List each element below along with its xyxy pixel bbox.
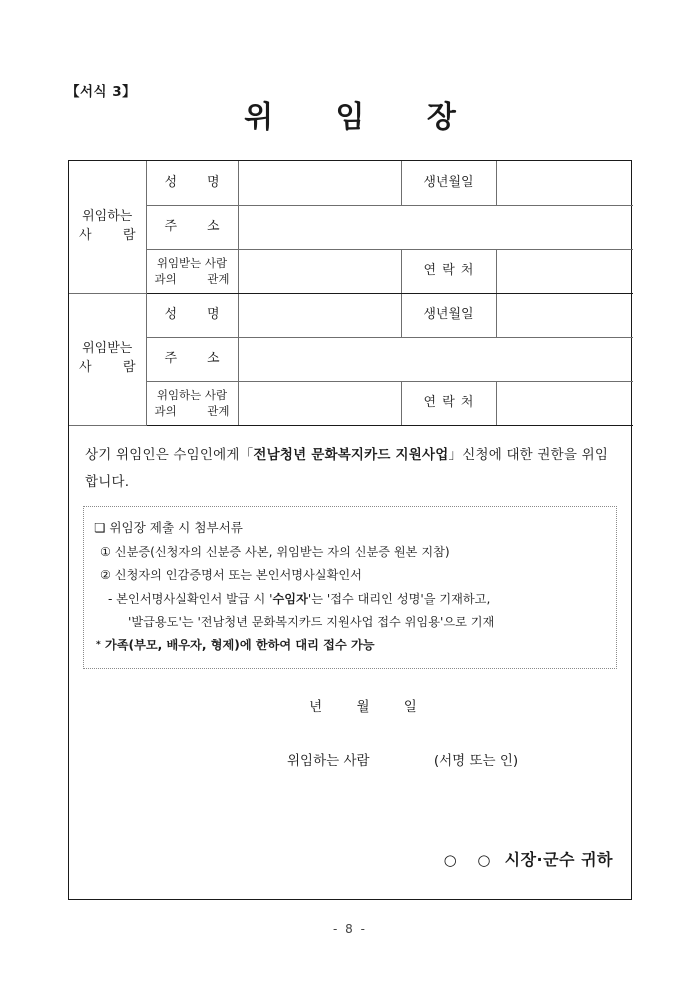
table-row — [69, 205, 633, 249]
attachment-notice-box — [83, 506, 617, 669]
field-delegator-birthdate[interactable] — [496, 161, 633, 205]
blank-circles: ○ ○ — [443, 850, 499, 869]
statement-program-name: 전남청년 문화복지카드 지원사업 — [253, 446, 449, 463]
notice-star-rest: 에 한하여 대리 접수 가능 — [239, 638, 375, 653]
notice-sub1-c: '는 '접수 대리인 성명'을 기재하고, — [307, 591, 491, 606]
table-row — [69, 161, 633, 205]
label-relation-to-delegatee: 위임받는 사람 과의 관계 — [146, 249, 238, 293]
group-label-delegator — [69, 161, 146, 293]
delegation-statement — [69, 426, 631, 502]
notice-sub1-emphasis: 수임자 — [272, 591, 308, 606]
signature-area — [69, 695, 631, 870]
addressee-line — [69, 847, 631, 870]
label-address: 주 소 — [146, 205, 238, 249]
group-label-line1: 위임하는 — [82, 208, 133, 224]
field-delegator-relation[interactable] — [238, 249, 401, 293]
notice-title-row — [94, 516, 606, 540]
notice-subitem-1 — [94, 588, 606, 611]
date-line[interactable]: 년 월 일 — [309, 698, 432, 715]
notice-star-item — [94, 634, 606, 657]
group-label-line2: 사 람 — [79, 227, 136, 243]
table-row — [69, 337, 633, 381]
label-relation-to-delegator: 위임하는 사람 과의 관계 — [146, 381, 238, 425]
field-delegator-address[interactable] — [238, 205, 633, 249]
group-label-line1: 위임받는 — [82, 341, 133, 357]
document-title: 위 임 장 — [244, 100, 482, 135]
square-bullet-icon: ❏ — [94, 519, 106, 535]
field-delegator-contact[interactable] — [496, 249, 633, 293]
form-outer-frame — [68, 160, 632, 900]
label-address: 주 소 — [146, 337, 238, 381]
label-birthdate: 생년월일 — [401, 293, 496, 337]
table-row — [69, 381, 633, 425]
form-number-tag: 【서식 3】 — [66, 84, 137, 100]
statement-before: 상기 위임인은 수임인에게「 — [85, 446, 254, 463]
label-name: 성 명 — [146, 293, 238, 337]
label-name: 성 명 — [146, 161, 238, 205]
label-birthdate: 생년월일 — [401, 161, 496, 205]
group-label-line2: 사 람 — [79, 360, 136, 375]
label-contact: 연 락 처 — [401, 381, 496, 425]
field-delegator-name[interactable] — [238, 161, 401, 205]
label-contact: 연 락 처 — [401, 249, 496, 293]
field-delegatee-birthdate[interactable] — [496, 293, 633, 337]
field-delegatee-relation[interactable] — [238, 381, 401, 425]
notice-title: 위임장 제출 시 첨부서류 — [109, 519, 243, 535]
field-delegatee-name[interactable] — [238, 293, 401, 337]
field-delegatee-address[interactable] — [238, 337, 633, 381]
notice-item-2: ② 신청자의 인감증명서 또는 본인서명사실확인서 — [100, 568, 362, 583]
notice-subitem-2: '발급용도'는 '전남청년 문화복지카드 지원사업 접수 위임용'으로 기재 — [128, 614, 495, 629]
delegation-info-table — [69, 161, 633, 426]
notice-item-1: ① 신분증(신청자의 신분증 사본, 위임받는 자의 신분증 원본 지참) — [100, 544, 450, 559]
group-label-delegatee — [69, 293, 146, 425]
signer-label: 위임하는 사람 — [287, 752, 370, 769]
seal-or-signature-mark[interactable]: (서명 또는 인) — [433, 752, 519, 769]
addressee-text: 시장·군수 귀하 — [504, 849, 613, 869]
field-delegatee-contact[interactable] — [496, 381, 633, 425]
notice-star-emphasis: 가족(부모, 배우자, 형제) — [104, 638, 240, 653]
signer-line — [69, 749, 631, 769]
statement-after: 」신청에 대한 권한을 위임합니다. — [85, 446, 609, 490]
page-number: - 8 - — [333, 922, 367, 936]
asterisk-bullet-icon: * — [96, 640, 101, 651]
table-row — [69, 249, 633, 293]
table-row — [69, 293, 633, 337]
notice-sub1-a: - 본인서명사실확인서 발급 시 ' — [108, 591, 273, 606]
